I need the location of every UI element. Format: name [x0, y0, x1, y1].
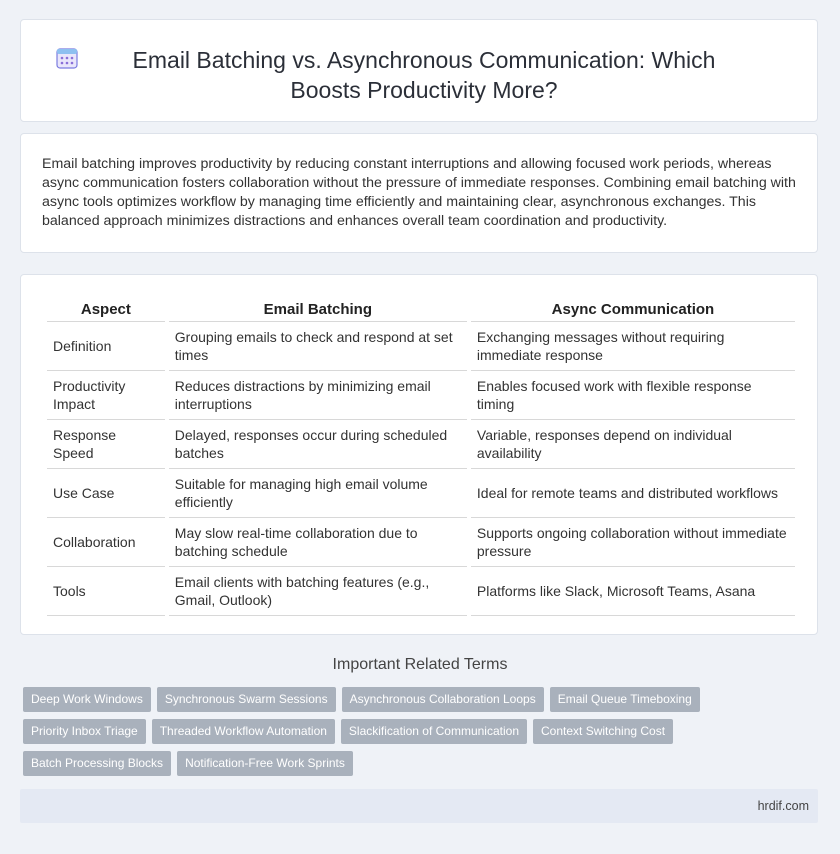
- tag-link[interactable]: Slackification of Communication: [341, 719, 527, 744]
- cell-aspect: Tools: [47, 567, 165, 616]
- cell-async: Platforms like Slack, Microsoft Teams, Asana: [471, 567, 795, 616]
- cell-aspect: Definition: [47, 322, 165, 371]
- title-card: [20, 19, 818, 122]
- table-row: [47, 322, 795, 371]
- tag-link[interactable]: Threaded Workflow Automation: [152, 719, 335, 744]
- cell-email-batching: Delayed, responses occur during scheduled batches: [169, 420, 467, 469]
- tag-link[interactable]: Context Switching Cost: [533, 719, 673, 744]
- tag-row: [23, 687, 723, 712]
- tag-row: [23, 751, 723, 776]
- page-title: Email Batching vs. Asynchronous Communication: Which Boosts Productivity More?: [132, 47, 716, 103]
- summary-text: Email batching improves productivity by reducing constant interruptions and allowing focused work periods, whereas async communication fosters collaboration without the pressure of immediate responses. Combining email batching with async tools optimizes workflow by managing time efficiently and maintaining clear, asynchronous exchanges. This balanced approach minimizes distractions and enhances overall team coordination and productivity.: [42, 156, 796, 229]
- header-email-batching: Email Batching: [169, 295, 467, 322]
- table-header-row: [47, 295, 795, 322]
- cell-async: Exchanging messages without requiring immediate response: [471, 322, 795, 371]
- tag-link[interactable]: Deep Work Windows: [23, 687, 151, 712]
- tag-link[interactable]: Synchronous Swarm Sessions: [157, 687, 336, 712]
- cell-email-batching: Grouping emails to check and respond at set times: [169, 322, 467, 371]
- tag-link[interactable]: Batch Processing Blocks: [23, 751, 171, 776]
- footer: [20, 789, 818, 823]
- cell-async: Enables focused work with flexible response timing: [471, 371, 795, 420]
- tag-link[interactable]: Asynchronous Collaboration Loops: [342, 687, 544, 712]
- tag-row: [23, 719, 723, 744]
- summary-card: [20, 133, 818, 253]
- cell-aspect: Use Case: [47, 469, 165, 518]
- cell-email-batching: Suitable for managing high email volume efficiently: [169, 469, 467, 518]
- cell-async: Ideal for remote teams and distributed workflows: [471, 469, 795, 518]
- cell-email-batching: May slow real-time collaboration due to batching schedule: [169, 518, 467, 567]
- table-row: [47, 567, 795, 616]
- table-row: [47, 518, 795, 567]
- cell-email-batching: Reduces distractions by minimizing email interruptions: [169, 371, 467, 420]
- footer-site-link[interactable]: hrdif.com: [757, 799, 809, 813]
- table-row: [47, 420, 795, 469]
- tag-link[interactable]: Notification-Free Work Sprints: [177, 751, 353, 776]
- header-aspect: Aspect: [47, 295, 165, 322]
- cell-aspect: Response Speed: [47, 420, 165, 469]
- cell-async: Supports ongoing collaboration without immediate pressure: [471, 518, 795, 567]
- comparison-table-card: [20, 274, 818, 635]
- table-row: [47, 469, 795, 518]
- related-terms-title: Important Related Terms: [332, 656, 508, 673]
- cell-async: Variable, responses depend on individual availability: [471, 420, 795, 469]
- cell-email-batching: Email clients with batching features (e.g., Gmail, Outlook): [169, 567, 467, 616]
- comparison-table: [43, 295, 799, 616]
- table-row: [47, 371, 795, 420]
- cell-aspect: Productivity Impact: [47, 371, 165, 420]
- cell-aspect: Collaboration: [47, 518, 165, 567]
- related-terms-tags: [23, 687, 723, 783]
- header-async-communication: Async Communication: [471, 295, 795, 322]
- tag-link[interactable]: Priority Inbox Triage: [23, 719, 146, 744]
- tag-link[interactable]: Email Queue Timeboxing: [550, 687, 700, 712]
